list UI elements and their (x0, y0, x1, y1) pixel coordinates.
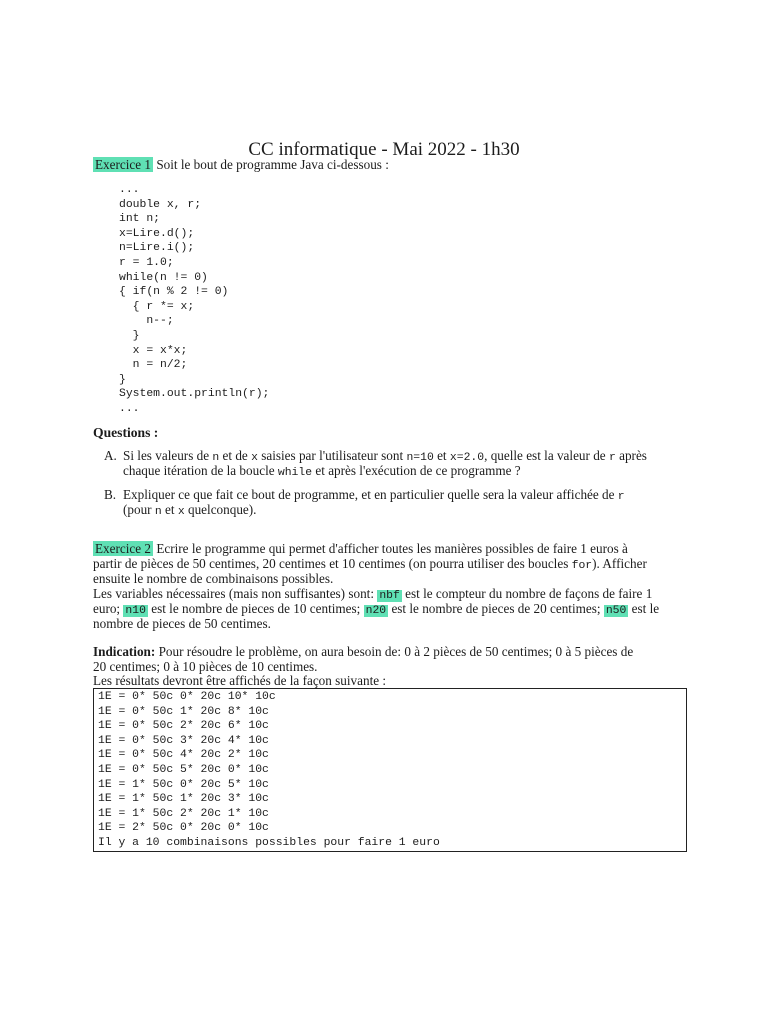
inline-code: for (571, 560, 593, 572)
output-line: 1E = 1* 50c 0* 20c 5* 10c (98, 778, 269, 791)
text-run: Si les valeurs de (123, 448, 213, 463)
code-line: n = n/2; (119, 359, 188, 372)
ex1-label: Exercice 1 (95, 157, 152, 172)
code-line: int n; (119, 213, 161, 226)
text-run: est le compteur du nombre de façons de faire 1 (401, 586, 653, 601)
ex2-line-3: ensuite le nombre de combinaisons possibles. (93, 571, 334, 586)
code-line: n--; (119, 315, 174, 328)
question-a-line-2 (123, 463, 521, 481)
question-b-marker: B. (104, 487, 117, 502)
output-line: 1E = 1* 50c 1* 20c 3* 10c (98, 793, 269, 806)
text-run: chaque itération de la boucle (123, 463, 278, 478)
inline-code: n (212, 452, 220, 464)
ex1-intro: Soit le bout de programme Java ci-dessous : (153, 157, 389, 172)
text-run: , quelle est la valeur de (484, 448, 609, 463)
questions-heading: Questions : (93, 425, 159, 440)
text-run: est le nombre de pieces de 10 centimes; (147, 601, 364, 616)
code-line: x = x*x; (119, 344, 188, 357)
text-run: est le nombre de pieces de 20 centimes; (388, 601, 604, 616)
output-line: 1E = 0* 50c 5* 20c 0* 10c (98, 763, 269, 776)
indication-label: Indication: (93, 644, 156, 659)
code-line: System.out.println(r); (119, 388, 270, 401)
question-a-marker: A. (104, 448, 117, 463)
text-run: Expliquer ce que fait ce bout de programme, et en particulier quelle sera la valeur affichée de (123, 487, 618, 502)
text-run: quelconque). (184, 502, 257, 517)
text-run: et (433, 448, 450, 463)
code-line: r = 1.0; (119, 256, 174, 269)
code-line: double x, r; (119, 198, 202, 211)
code-line: ... (119, 402, 140, 415)
text-run: euro; (93, 601, 124, 616)
text-run: et (161, 502, 178, 517)
inline-code: x (251, 452, 258, 464)
output-line: 1E = 1* 50c 2* 20c 1* 10c (98, 807, 269, 820)
inline-code: r (608, 452, 616, 464)
output-line: Il y a 10 combinaisons possibles pour faire 1 euro (98, 836, 440, 849)
var-n10: n10 (125, 605, 146, 617)
output-line: 1E = 0* 50c 2* 20c 6* 10c (98, 720, 269, 733)
inline-code: while (277, 467, 313, 479)
inline-code: x (177, 506, 185, 518)
inline-code: r (617, 491, 625, 503)
inline-code: n (154, 506, 162, 518)
text-run: Ecrire le programme qui permet d'afficher toutes les manières possibles de faire 1 euros à (153, 541, 628, 556)
text-run: après (615, 448, 647, 463)
text-run: Les variables nécessaires (mais non suffisantes) sont: (93, 586, 378, 601)
text-run: et de (219, 448, 252, 463)
code-line: x=Lire.d(); (119, 227, 195, 240)
var-n50: n50 (605, 605, 627, 617)
code-line: } (119, 373, 126, 386)
indication-line-3: Les résultats devront être affichés de la façon suivante : (93, 673, 387, 688)
code-line: { if(n % 2 != 0) (119, 286, 229, 299)
text-run: Pour résoudre le problème, on aura besoin de: 0 à 2 pièces de 50 centimes; 0 à 5 pièces de (155, 644, 634, 659)
output-line: 1E = 0* 50c 0* 20c 10* 10c (98, 691, 276, 703)
inline-code: n=10 (406, 452, 434, 464)
output-line: 1E = 2* 50c 0* 20c 0* 10c (98, 822, 269, 835)
output-lines (98, 690, 440, 851)
ex2-line-1 (93, 541, 628, 556)
code-line: { r *= x; (119, 300, 195, 313)
code-line: } (119, 329, 140, 342)
text-run: ). Afficher (592, 556, 647, 571)
output-line: 1E = 0* 50c 4* 20c 2* 10c (98, 749, 269, 762)
indication-line-2: 20 centimes; 0 à 10 pièces de 10 centimes. (93, 659, 318, 674)
ex2-line-6: nombre de pieces de 50 centimes. (93, 616, 271, 631)
inline-code: x=2.0 (449, 452, 485, 464)
ex1-code-block (119, 183, 269, 417)
code-line: while(n != 0) (119, 271, 208, 284)
ex1-intro-line (93, 157, 389, 172)
output-line: 1E = 0* 50c 3* 20c 4* 10c (98, 734, 269, 747)
var-nbf: nbf (379, 590, 400, 602)
text-run: et après l'exécution de ce programme ? (312, 463, 521, 478)
text-run: partir de pièces de 50 centimes, 20 centimes et 10 centimes (on pourra utiliser des boucles (93, 556, 572, 571)
ex2-label: Exercice 2 (95, 541, 152, 556)
text-run: saisies par l'utilisateur sont (257, 448, 407, 463)
question-b-line-2 (123, 502, 256, 520)
text-run: (pour (123, 502, 155, 517)
code-line: n=Lire.i(); (119, 242, 195, 255)
page-title: CC informatique - Mai 2022 - 1h30 (248, 139, 520, 160)
var-n20: n20 (365, 605, 387, 617)
output-line: 1E = 0* 50c 1* 20c 8* 10c (98, 705, 269, 718)
text-run: est le (628, 601, 660, 616)
code-line: ... (119, 184, 140, 196)
indication-line-1 (93, 644, 633, 659)
